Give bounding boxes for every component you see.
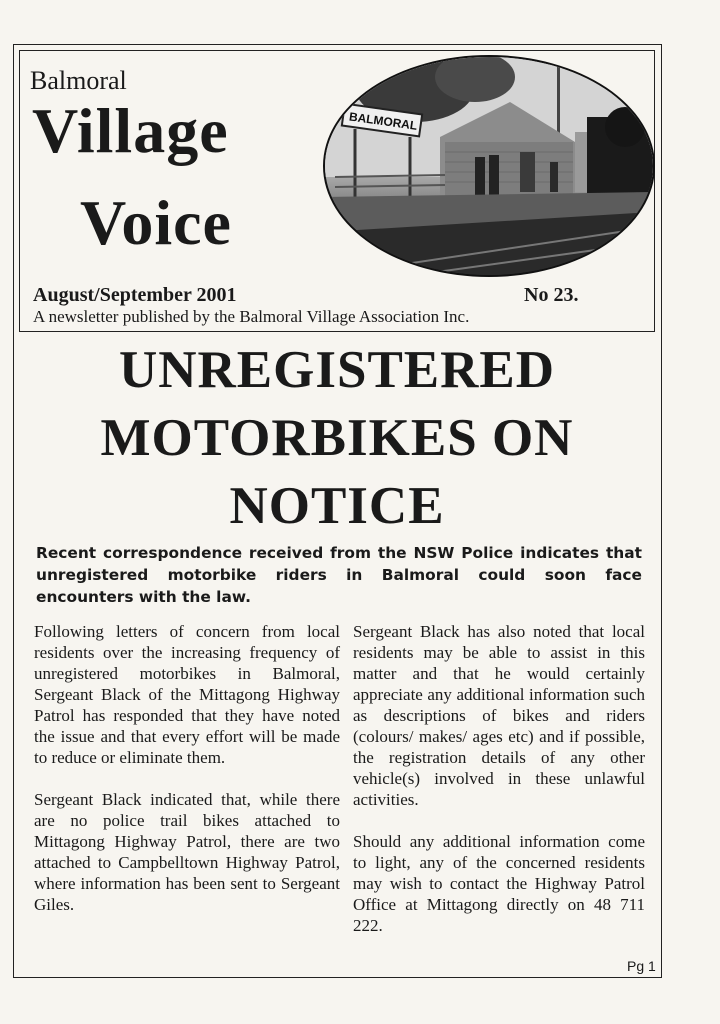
headline-line-3: NOTICE: [229, 477, 445, 535]
masthead-title-village: Village: [32, 95, 229, 166]
photo-station-sign: BALMORAL: [348, 109, 419, 133]
right-paragraph-2: Should any additional information come to light, any of the concerned residents may wish to contact the Highway Patrol Office at Mittagong directly on 48 711 222.: [353, 832, 645, 935]
right-paragraph-1: Sergeant Black has also noted that local residents may be able to assist in this matter and that he would certainly appreciate any additional information such as descriptions of bikes and riders (colours/ makes/ ages etc) and if possible, the registration details of any other vehicle(s) involved in these unlawful activities.: [353, 622, 645, 809]
article-right-column: [353, 621, 645, 957]
issue-date: August/September 2001: [33, 284, 237, 306]
article-left-column: [34, 621, 340, 936]
newsletter-tagline: A newsletter published by the Balmoral Village Association Inc.: [33, 307, 470, 326]
article-headline: [19, 336, 655, 540]
article-lead: Recent correspondence received from the NSW Police indicates that unregistered motorbike riders in Balmoral could soon face encounters with the law.: [36, 544, 642, 606]
issue-number: No 23.: [524, 284, 579, 306]
headline-line-2: MOTORBIKES ON: [100, 409, 574, 467]
left-paragraph-2: Sergeant Black indicated that, while there are no police trail bikes attached to Mittagong Highway Patrol, there are two attached to Campbelltown Highway Patrol, where information has been sent to Sergeant Giles.: [34, 790, 340, 914]
page-number: Pg 1: [627, 958, 656, 974]
masthead-place: Balmoral: [30, 66, 127, 95]
left-paragraph-1: Following letters of concern from local residents over the increasing frequency of unregistered motorbikes in Balmoral, Sergeant Black of the Mittagong Highway Patrol has responded that they have noted the issue and that every effort will be made to reduce or eliminate them.: [34, 622, 340, 767]
masthead-title-voice: Voice: [80, 187, 232, 258]
railway-station-photo: [323, 55, 655, 277]
headline-line-1: UNREGISTERED: [118, 341, 556, 399]
